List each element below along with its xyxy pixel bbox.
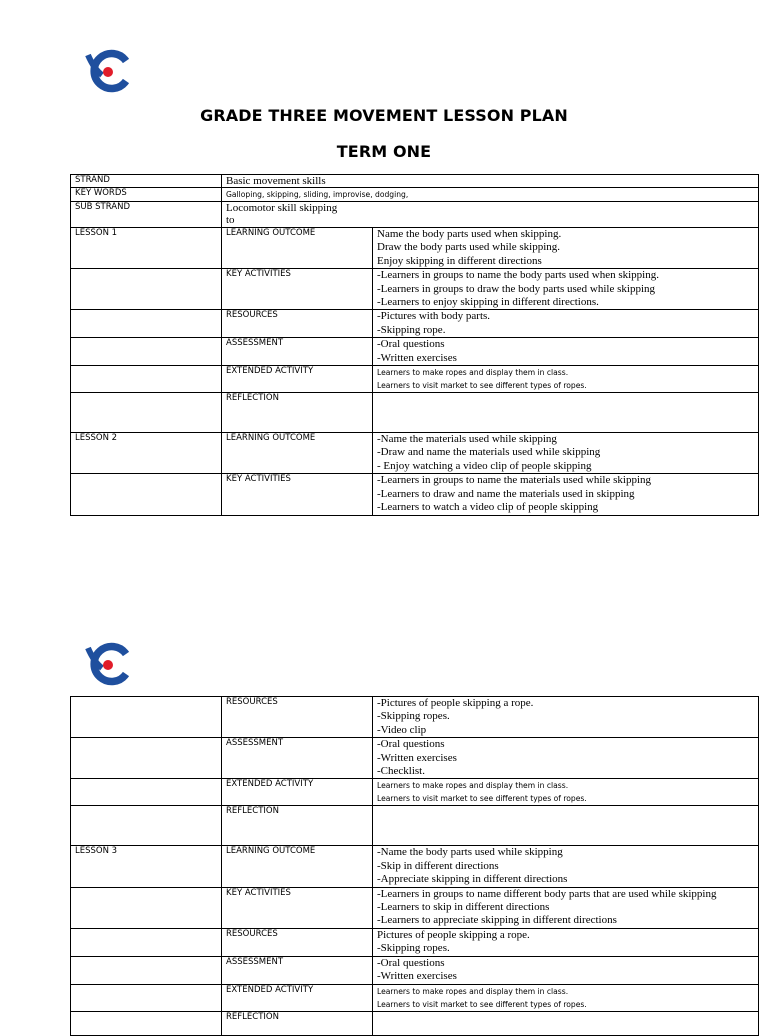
key-activities-value [373,887,759,928]
reflection-label: REFLECTION [222,806,373,846]
text-line: -Appreciate skipping in different directions [377,873,568,886]
text-line: -Name the materials used while skipping [377,433,557,446]
lesson2-label: LESSON 2 [71,433,222,474]
lesson1-learning-outcome-row [71,228,759,269]
empty-cell [71,1011,222,1035]
key-words-value: Galloping, skipping, sliding, improvise, dodging, [222,188,759,202]
reflection-value [373,806,759,846]
text-line: -Oral questions [377,738,445,751]
text-line: Learners to make ropes and display them in class. [377,781,569,791]
text-line: -Pictures with body parts. [377,310,491,323]
text-line: -Learners to draw and name the materials used in skipping [377,487,635,500]
text-line: Learners to make ropes and display them in class. [377,368,569,378]
brand-logo [82,642,132,688]
text-line: Name the body parts used when skipping. [377,228,562,240]
lesson-plan-table-page1 [70,174,759,516]
empty-cell [71,310,222,338]
reflection-label: REFLECTION [222,1011,373,1035]
sub-strand-value [222,202,759,228]
extended-activity-value [373,779,759,806]
assessment-label: ASSESSMENT [222,338,373,366]
text-line: Learners to visit market to see different types of ropes. [377,381,587,391]
sub-strand-line: to [226,214,235,227]
learning-outcome-label: LEARNING OUTCOME [222,228,373,269]
lesson2-reflection-row [71,806,759,846]
strand-value: Basic movement skills [222,175,759,188]
page-subtitle: TERM ONE [336,142,432,161]
lesson2-assessment-row [71,738,759,779]
text-line: -Name the body parts used while skipping [377,846,563,859]
empty-cell [71,697,222,738]
reflection-value [373,1011,759,1035]
text-line: -Learners to watch a video clip of people skipping [377,501,599,514]
empty-cell [71,887,222,928]
resources-label: RESOURCES [222,310,373,338]
key-activities-label: KEY ACTIVITIES [222,474,373,515]
lesson2-learning-outcome-row [71,433,759,474]
resources-value [373,697,759,738]
text-line: -Learners to appreciate skipping in different directions [377,914,617,927]
key-activities-value [373,474,759,515]
lesson3-label: LESSON 3 [71,846,222,887]
assessment-value [373,738,759,779]
text-line: -Skipping ropes. [377,710,450,723]
lesson1-assessment-row [71,338,759,366]
resources-label: RESOURCES [222,697,373,738]
empty-cell [71,269,222,310]
assessment-value [373,956,759,984]
text-line: -Written exercises [377,351,457,364]
text-line: Learners to visit market to see different types of ropes. [377,794,587,804]
text-line: Learners to make ropes and display them in class. [377,986,569,996]
lesson3-reflection-row [71,1011,759,1035]
learning-outcome-value [373,433,759,474]
text-line: Learners to visit market to see different types of ropes. [377,999,587,1009]
text-line: -Written exercises [377,970,457,983]
learning-outcome-label: LEARNING OUTCOME [222,846,373,887]
text-line: -Learners in groups to name different body parts that are used while skipping [377,887,717,900]
resources-value [373,928,759,956]
brand-logo [82,49,132,95]
empty-cell [71,474,222,515]
reflection-label: REFLECTION [222,393,373,433]
key-words-label: KEY WORDS [71,188,222,202]
text-line: -Skip in different directions [377,859,499,872]
text-line: -Learners in groups to name the materials used while skipping [377,474,652,487]
text-line: -Written exercises [377,751,457,764]
text-line: -Skipping rope. [377,323,446,336]
page-title: GRADE THREE MOVEMENT LESSON PLAN [200,106,568,125]
text-line: - Enjoy watching a video clip of people skipping [377,459,592,472]
lesson3-learning-outcome-row [71,846,759,887]
empty-cell [71,393,222,433]
extended-activity-value [373,984,759,1011]
learning-outcome-label: LEARNING OUTCOME [222,433,373,474]
strand-row [71,175,759,188]
sub-strand-line: Locomotor skill skipping [226,202,338,214]
lesson3-resources-row [71,928,759,956]
lesson1-label: LESSON 1 [71,228,222,269]
empty-cell [71,338,222,366]
lesson1-key-activities-row [71,269,759,310]
lesson3-key-activities-row [71,887,759,928]
text-line: -Oral questions [377,956,445,969]
assessment-label: ASSESSMENT [222,738,373,779]
text-line: -Video clip [377,723,427,736]
empty-cell [71,928,222,956]
assessment-value [373,338,759,366]
extended-activity-label: EXTENDED ACTIVITY [222,366,373,393]
brand-logo-icon [82,642,132,688]
text-line: -Learners to enjoy skipping in different directions. [377,296,599,309]
text-line: -Checklist. [377,765,425,778]
empty-cell [71,984,222,1011]
extended-activity-label: EXTENDED ACTIVITY [222,984,373,1011]
lesson2-key-activities-row [71,474,759,515]
extended-activity-label: EXTENDED ACTIVITY [222,779,373,806]
resources-label: RESOURCES [222,928,373,956]
strand-label: STRAND [71,175,222,188]
text-line: Pictures of people skipping a rope. [377,928,530,941]
lesson1-extended-activity-row [71,366,759,393]
sub-strand-label: SUB STRAND [71,202,222,228]
empty-cell [71,779,222,806]
key-words-row [71,188,759,202]
empty-cell [71,806,222,846]
text-line: Enjoy skipping in different directions [377,254,542,267]
lesson1-resources-row [71,310,759,338]
sub-strand-row [71,202,759,228]
lesson2-extended-activity-row [71,779,759,806]
text-line: -Draw and name the materials used while skipping [377,446,601,459]
text-line: -Learners to skip in different directions [377,901,550,914]
key-activities-label: KEY ACTIVITIES [222,269,373,310]
lesson2-resources-row [71,697,759,738]
empty-cell [71,738,222,779]
lesson3-extended-activity-row [71,984,759,1011]
reflection-value [373,393,759,433]
text-line: -Oral questions [377,338,445,351]
resources-value [373,310,759,338]
text-line: -Pictures of people skipping a rope. [377,697,534,709]
assessment-label: ASSESSMENT [222,956,373,984]
lesson1-reflection-row [71,393,759,433]
key-activities-label: KEY ACTIVITIES [222,887,373,928]
text-line: -Skipping ropes. [377,942,450,955]
text-line: -Learners in groups to draw the body parts used while skipping [377,282,655,295]
lesson3-assessment-row [71,956,759,984]
learning-outcome-value [373,846,759,887]
learning-outcome-value [373,228,759,269]
text-line: Draw the body parts used while skipping. [377,241,560,254]
extended-activity-value [373,366,759,393]
brand-logo-icon [82,49,132,95]
empty-cell [71,956,222,984]
empty-cell [71,366,222,393]
key-activities-value [373,269,759,310]
lesson-plan-table-page2 [70,696,759,1036]
text-line: -Learners in groups to name the body parts used when skipping. [377,269,659,282]
